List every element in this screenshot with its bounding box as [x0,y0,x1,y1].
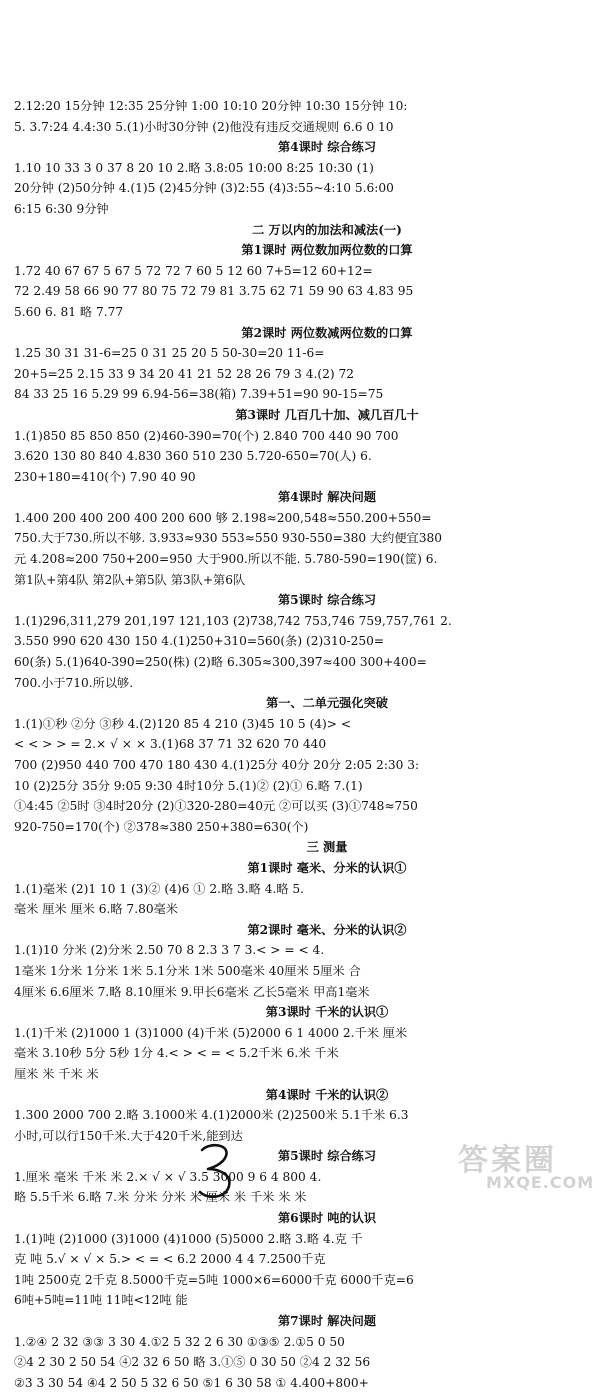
answer-line: 略 5.5千米 6.略 7.米 分米 分米 米 厘米 米 千米 米 米 [14,1190,307,1205]
section-heading: 第3课时 千米的认识① [265,1005,389,1020]
answer-line: 1.(1)850 85 850 850 (2)460-390=70(个) 2.840 700 440 90 700 [14,428,399,443]
answer-line: 5.60 6. 81 略 7.77 [14,304,124,319]
answer-line: 4厘米 6.6厘米 7.略 8.10厘米 9.甲长6毫米 乙长5毫米 甲高1毫米 [14,984,370,999]
watermark-site: MXQE.COM [486,1173,595,1192]
answer-line: 第1队+第4队 第2队+第5队 第3队+第6队 [14,572,246,587]
answer-line: 230+180=410(个) 7.90 40 90 [14,469,196,484]
section-heading: 第1课时 两位数加两位数的口算 [241,243,413,258]
answer-line: 1.(1)吨 (2)1000 (3)1000 (4)1000 (5)5000 2.略 3.略 4.克 千 [14,1231,363,1246]
answer-line: 6吨+5吨=11吨 11吨<12吨 能 [14,1293,188,1308]
answer-line: 1.②④ 2 32 ③③ 3 30 4.①2 5 32 2 6 30 ①③⑤ 2.①5 0 50 [14,1334,345,1349]
answer-line: ①4:45 ②5时 ③4时20分 (2)①320-280=40元 ②可以买 (3)①748≈750 [14,799,418,814]
section-heading: 第2课时 两位数减两位数的口算 [241,325,413,340]
answer-line: 700.小于710.所以够. [14,675,134,690]
answer-line: 750.大于730.所以不够. 3.933≈930 553≈550 930-550=380 大约便宜380 [14,531,442,546]
section-heading: 第3课时 几百几十加、减几百几十 [235,407,419,422]
answer-line: 元 4.208≈200 750+200=950 大于900.所以不能. 5.780-590=190(筐) 6. [14,552,438,567]
answer-line: 1.(1)毫米 (2)1 10 1 (3)② (4)6 ① 2.略 3.略 4.略 5. [14,881,305,896]
answer-line: 1.厘米 毫米 千米 米 2.× √ × √ 3.5 3000 9 6 4 800 4. [14,1169,322,1184]
section-heading: 第2课时 毫米、分米的认识② [247,922,407,937]
answer-line: 1.(1)①秒 ②分 ③秒 4.(2)120 85 4 210 (3)45 10 5 (4)> < [14,716,352,731]
section-heading: 三 测量 [306,840,348,855]
section-heading: 第5课时 综合练习 [277,593,377,608]
answer-line: 84 33 25 16 5.29 99 6.94-56=38(箱) 7.39+51=90 90-15=75 [14,387,384,402]
answer-line: 1.72 40 67 67 5 67 5 72 72 7 60 5 12 60 7+5=12 60+12= [14,263,373,278]
section-heading: 第1课时 毫米、分米的认识① [247,860,407,875]
watermark-brand: 答案圈 [458,1143,557,1178]
answer-line: ②3 3 30 54 ④4 2 50 5 32 6 50 ⑤1 6 30 58 ① 4.400+800+ [14,1375,369,1390]
section-heading: 第6课时 吨的认识 [277,1211,377,1226]
section-heading: 第一、二单元强化突破 [266,696,388,711]
answer-line: 2.12:20 15分钟 12:35 25分钟 1:00 10:10 20分钟 10:30 15分钟 10: [14,99,408,113]
answer-line: 60(条) 5.(1)640-390=250(株) (2)略 6.305≈300,397≈400 300+400= [14,655,427,670]
answer-line: 700 (2)950 440 700 470 180 430 4.(1)25分 40分 20分 2:05 2:30 3: [14,758,420,772]
answer-line: 1.(1)10 分米 (2)分米 2.50 70 8 2.3 3 7 3.< > = < 4. [14,943,325,958]
section-heading: 第7课时 解决问题 [277,1314,377,1329]
section-heading: 第5课时 综合练习 [277,1149,377,1164]
section-heading: 第4课时 千米的认识② [265,1087,389,1102]
answer-line: 72 2.49 58 66 90 77 80 75 72 79 81 3.75 62 71 59 90 63 4.83 95 [14,284,414,299]
answer-line: ②4 2 30 2 50 54 ④2 32 6 50 略 3.①⑤ 0 30 50 ②4 2 32 56 [14,1355,371,1370]
answer-line: < < > > = 2.× √ × × 3.(1)68 37 71 32 620 70 440 [14,737,327,752]
answer-line: 1.(1)千米 (2)1000 1 (3)1000 (4)千米 (5)2000 6 1 4000 2.千米 厘米 [14,1025,408,1040]
handwritten-page-number [196,1142,236,1200]
answer-page [14,96,600,1393]
answer-line: 10 (2)25分 35分 9:05 9:30 4时10分 5.(1)② (2)① 6.略 7.(1) [14,778,363,793]
answer-line: 1毫米 1分米 1分米 1米 5.1分米 1米 500毫米 40厘米 5厘米 合 [14,963,361,978]
answer-line: 920-750=170(个) ②378≈380 250+380=630(个) [14,819,309,834]
answer-line: 3.620 130 80 840 4.830 360 510 230 5.720-650=70(人) 6. [14,449,372,464]
answer-line: 3.550 990 620 430 150 4.(1)250+310=560(条) (2)310-250= [14,634,385,649]
answer-line: 毫米 厘米 厘米 6.略 7.80毫米 [14,902,178,917]
answer-line: 6:15 6:30 9分钟 [14,201,109,216]
section-heading: 二 万以内的加法和减法(一) [252,222,402,237]
answer-line: 5. 3.7:24 4.4:30 5.(1)小时30分钟 (2)他没有违反交通规则 6.6 0 10 [14,119,394,134]
answer-line: 1.25 30 31 31-6=25 0 31 25 20 5 50-30=20 11-6= [14,346,325,361]
answer-line: 20+5=25 2.15 33 9 34 20 41 21 52 28 26 79 3 4.(2) 72 [14,366,355,381]
answer-line: 厘米 米 千米 米 [14,1066,99,1081]
answer-line: 1吨 2500克 2千克 8.5000千克=5吨 1000×6=6000千克 6000千克=6 [14,1272,414,1287]
answer-line: 1.300 2000 700 2.略 3.1000米 4.(1)2000米 (2)2500米 5.1千米 6.3 [14,1108,409,1123]
answer-line: 1.(1)296,311,279 201,197 121,103 (2)738,742 753,746 759,757,761 2. [14,613,452,628]
section-heading: 第4课时 综合练习 [277,140,377,155]
answer-line: 克 吨 5.√ × √ × 5.> < = < 6.2 2000 4 4 7.2500千克 [14,1252,326,1267]
answer-line: 20分钟 (2)50分钟 4.(1)5 (2)45分钟 (3)2:55 (4)3:55~4:10 5.6:00 [14,181,394,196]
watermark-logo [456,1143,604,1192]
answer-line: 1.400 200 400 200 400 200 600 够 2.198≈200,548≈550.200+550= [14,510,432,525]
section-heading: 第4课时 解决问题 [277,490,377,505]
answer-line: 1.10 10 33 3 0 37 8 20 10 2.略 3.8:05 10:00 8:25 10:30 (1) [14,160,374,175]
answer-line: 小时,可以行150千米.大于420千米,能到达 [14,1128,243,1143]
answer-line: 毫米 3.10秒 5分 5秒 1分 4.< > < = < 5.2千米 6.米 千米 [14,1046,339,1061]
